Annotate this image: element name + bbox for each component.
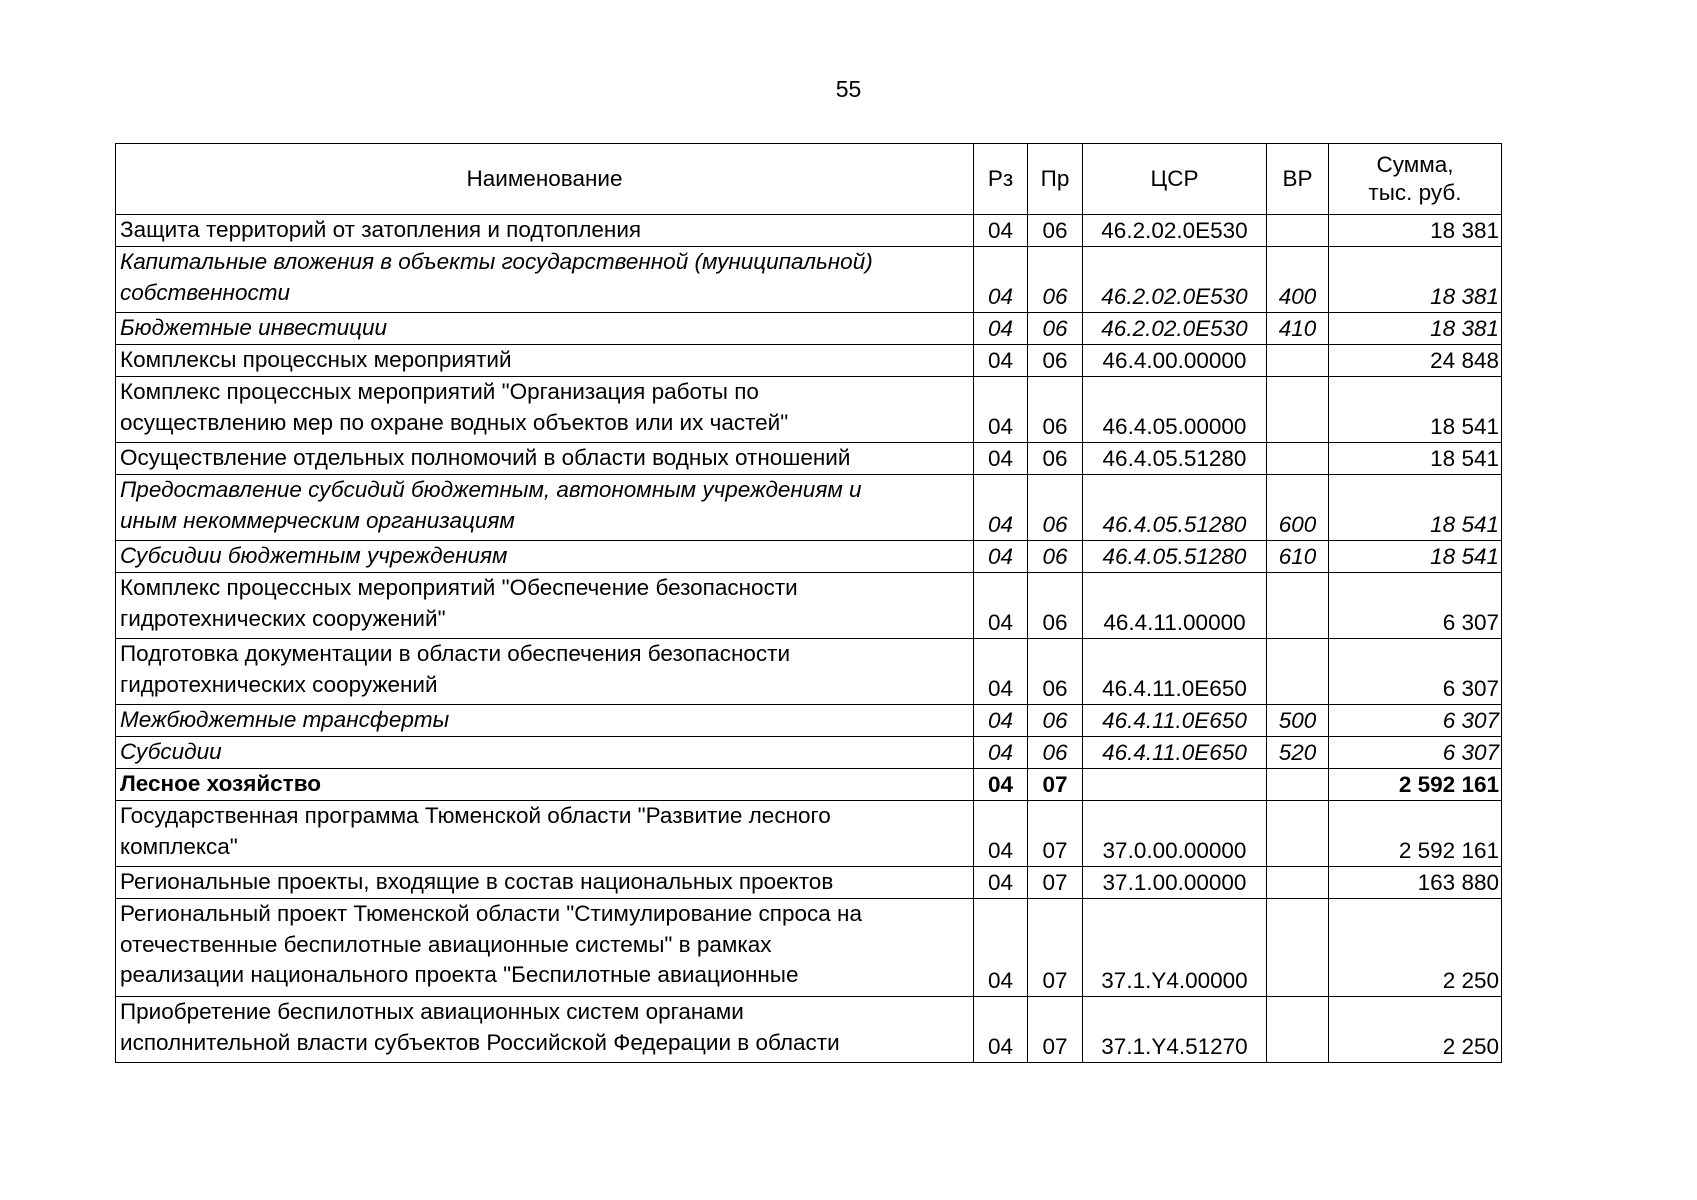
cell-name-line: гидротехнических сооружений bbox=[120, 671, 438, 697]
table-row bbox=[116, 867, 1502, 899]
header-name: Наименование bbox=[116, 144, 974, 215]
cell-pr: 06 bbox=[1028, 313, 1083, 345]
cell-csr: 46.4.00.00000 bbox=[1083, 345, 1267, 377]
cell-sum: 6 307 bbox=[1329, 639, 1502, 705]
cell-pr: 07 bbox=[1028, 997, 1083, 1063]
cell-sum: 2 592 161 bbox=[1329, 801, 1502, 867]
cell-name bbox=[116, 313, 974, 345]
cell-pr: 06 bbox=[1028, 639, 1083, 705]
table-row bbox=[116, 899, 1502, 997]
header-sum bbox=[1329, 144, 1502, 215]
table-row bbox=[116, 215, 1502, 247]
cell-csr: 46.2.02.0E530 bbox=[1083, 313, 1267, 345]
cell-name-line: Лесное хозяйство bbox=[120, 771, 321, 796]
cell-vr bbox=[1267, 769, 1329, 801]
cell-name-text bbox=[120, 705, 973, 736]
cell-sum: 2 592 161 bbox=[1329, 769, 1502, 801]
cell-name-line: Комплекс процессных мероприятий "Организация работы по bbox=[120, 379, 759, 404]
cell-name-text bbox=[120, 899, 973, 991]
cell-name-line: Бюджетные инвестиции bbox=[120, 315, 387, 340]
cell-rz: 04 bbox=[974, 443, 1028, 475]
budget-table bbox=[115, 143, 1502, 1063]
cell-pr: 07 bbox=[1028, 867, 1083, 899]
cell-csr: 37.1.00.00000 bbox=[1083, 867, 1267, 899]
cell-sum: 2 250 bbox=[1329, 997, 1502, 1063]
cell-csr: 46.4.05.51280 bbox=[1083, 475, 1267, 541]
cell-rz: 04 bbox=[974, 573, 1028, 639]
cell-name bbox=[116, 475, 974, 541]
cell-vr bbox=[1267, 899, 1329, 997]
table-row bbox=[116, 639, 1502, 705]
cell-name bbox=[116, 737, 974, 769]
cell-csr: 37.1.Y4.00000 bbox=[1083, 899, 1267, 997]
cell-pr: 06 bbox=[1028, 247, 1083, 313]
cell-pr: 06 bbox=[1028, 443, 1083, 475]
table-row bbox=[116, 705, 1502, 737]
cell-sum: 18 541 bbox=[1329, 377, 1502, 443]
cell-pr: 06 bbox=[1028, 475, 1083, 541]
table-row bbox=[116, 737, 1502, 769]
cell-vr: 500 bbox=[1267, 705, 1329, 737]
cell-name-line: отечественные беспилотные авиационные системы" в рамках bbox=[120, 931, 772, 957]
cell-name bbox=[116, 247, 974, 313]
cell-name bbox=[116, 377, 974, 443]
cell-name-text bbox=[120, 573, 973, 634]
table-row bbox=[116, 573, 1502, 639]
cell-rz: 04 bbox=[974, 313, 1028, 345]
cell-vr: 610 bbox=[1267, 541, 1329, 573]
cell-rz: 04 bbox=[974, 997, 1028, 1063]
cell-name-line: иным некоммерческим организациям bbox=[120, 507, 515, 533]
header-sum-line1: Сумма, bbox=[1376, 152, 1454, 177]
cell-vr bbox=[1267, 867, 1329, 899]
cell-rz: 04 bbox=[974, 247, 1028, 313]
table-row bbox=[116, 769, 1502, 801]
cell-rz: 04 bbox=[974, 541, 1028, 573]
cell-vr: 600 bbox=[1267, 475, 1329, 541]
cell-rz: 04 bbox=[974, 705, 1028, 737]
cell-name bbox=[116, 215, 974, 247]
cell-name bbox=[116, 345, 974, 377]
cell-csr: 37.0.00.00000 bbox=[1083, 801, 1267, 867]
header-pr: Пр bbox=[1028, 144, 1083, 215]
table-row bbox=[116, 247, 1502, 313]
cell-vr bbox=[1267, 377, 1329, 443]
cell-pr: 06 bbox=[1028, 705, 1083, 737]
cell-name-line: Субсидии bbox=[120, 739, 222, 764]
cell-vr bbox=[1267, 639, 1329, 705]
cell-vr bbox=[1267, 573, 1329, 639]
cell-name-line: Комплексы процессных мероприятий bbox=[120, 347, 512, 372]
cell-name-line: исполнительной власти субъектов Российской Федерации в области bbox=[120, 1029, 840, 1055]
cell-name-text bbox=[120, 247, 973, 308]
cell-name-text bbox=[120, 997, 973, 1058]
cell-rz: 04 bbox=[974, 801, 1028, 867]
cell-name-line: Предоставление субсидий бюджетным, автономным учреждениям и bbox=[120, 477, 862, 502]
cell-pr: 07 bbox=[1028, 801, 1083, 867]
cell-rz: 04 bbox=[974, 639, 1028, 705]
table-row bbox=[116, 801, 1502, 867]
cell-rz: 04 bbox=[974, 737, 1028, 769]
cell-csr: 46.4.11.00000 bbox=[1083, 573, 1267, 639]
cell-name-text bbox=[120, 345, 973, 376]
cell-name-line: Подготовка документации в области обеспечения безопасности bbox=[120, 641, 791, 666]
cell-sum: 24 848 bbox=[1329, 345, 1502, 377]
cell-csr: 46.4.05.51280 bbox=[1083, 443, 1267, 475]
cell-rz: 04 bbox=[974, 769, 1028, 801]
cell-name-text bbox=[120, 443, 973, 474]
table-row bbox=[116, 443, 1502, 475]
cell-name bbox=[116, 639, 974, 705]
cell-sum: 2 250 bbox=[1329, 899, 1502, 997]
table-row bbox=[116, 345, 1502, 377]
cell-csr: 46.4.11.0E650 bbox=[1083, 639, 1267, 705]
cell-sum: 18 541 bbox=[1329, 443, 1502, 475]
cell-name bbox=[116, 899, 974, 997]
cell-rz: 04 bbox=[974, 377, 1028, 443]
cell-pr: 06 bbox=[1028, 215, 1083, 247]
cell-name-line: Субсидии бюджетным учреждениям bbox=[120, 543, 508, 568]
cell-vr bbox=[1267, 801, 1329, 867]
cell-csr: 46.4.11.0E650 bbox=[1083, 705, 1267, 737]
table-body bbox=[116, 215, 1502, 1063]
cell-name-line: реализации национального проекта "Беспилотные авиационные bbox=[120, 962, 799, 987]
cell-pr: 06 bbox=[1028, 737, 1083, 769]
cell-name bbox=[116, 769, 974, 801]
cell-name-text bbox=[120, 475, 973, 536]
cell-csr: 37.1.Y4.51270 bbox=[1083, 997, 1267, 1063]
header-vr: ВР bbox=[1267, 144, 1329, 215]
cell-sum: 6 307 bbox=[1329, 573, 1502, 639]
cell-rz: 04 bbox=[974, 475, 1028, 541]
header-csr: ЦСР bbox=[1083, 144, 1267, 215]
cell-name-text bbox=[120, 541, 973, 572]
cell-vr bbox=[1267, 443, 1329, 475]
cell-csr: 46.2.02.0E530 bbox=[1083, 215, 1267, 247]
cell-name-text bbox=[120, 867, 973, 898]
cell-name bbox=[116, 541, 974, 573]
cell-name-text bbox=[120, 737, 973, 768]
table-row bbox=[116, 377, 1502, 443]
cell-vr: 410 bbox=[1267, 313, 1329, 345]
cell-name-text bbox=[120, 639, 973, 700]
header-sum-line2: тыс. руб. bbox=[1368, 180, 1462, 205]
cell-rz: 04 bbox=[974, 899, 1028, 997]
cell-name-text bbox=[120, 801, 973, 862]
cell-name-line: осуществлению мер по охране водных объектов или их частей" bbox=[120, 409, 789, 435]
cell-name-text bbox=[120, 313, 973, 344]
cell-name bbox=[116, 867, 974, 899]
cell-name-line: собственности bbox=[120, 279, 290, 305]
cell-sum: 18 541 bbox=[1329, 475, 1502, 541]
cell-rz: 04 bbox=[974, 215, 1028, 247]
cell-name-line: гидротехнических сооружений" bbox=[120, 605, 446, 631]
table-row bbox=[116, 997, 1502, 1063]
cell-pr: 07 bbox=[1028, 899, 1083, 997]
cell-csr: 46.4.05.00000 bbox=[1083, 377, 1267, 443]
cell-pr: 07 bbox=[1028, 769, 1083, 801]
cell-pr: 06 bbox=[1028, 573, 1083, 639]
cell-csr bbox=[1083, 769, 1267, 801]
cell-vr: 520 bbox=[1267, 737, 1329, 769]
cell-vr bbox=[1267, 345, 1329, 377]
table-row bbox=[116, 475, 1502, 541]
cell-name-line: Осуществление отдельных полномочий в области водных отношений bbox=[120, 445, 851, 470]
cell-name bbox=[116, 573, 974, 639]
table-row bbox=[116, 313, 1502, 345]
cell-rz: 04 bbox=[974, 867, 1028, 899]
cell-vr: 400 bbox=[1267, 247, 1329, 313]
cell-name-line: Региональные проекты, входящие в состав национальных проектов bbox=[120, 869, 834, 894]
cell-name bbox=[116, 705, 974, 737]
cell-pr: 06 bbox=[1028, 377, 1083, 443]
table-row bbox=[116, 541, 1502, 573]
cell-name bbox=[116, 997, 974, 1063]
cell-sum: 6 307 bbox=[1329, 737, 1502, 769]
cell-sum: 163 880 bbox=[1329, 867, 1502, 899]
cell-name-text bbox=[120, 215, 973, 246]
cell-csr: 46.4.05.51280 bbox=[1083, 541, 1267, 573]
cell-name-line: Защита территорий от затопления и подтопления bbox=[120, 217, 642, 242]
cell-name bbox=[116, 443, 974, 475]
cell-name-line: Капитальные вложения в объекты государственной (муниципальной) bbox=[120, 249, 873, 274]
cell-name-line: комплекса" bbox=[120, 833, 238, 859]
cell-rz: 04 bbox=[974, 345, 1028, 377]
cell-pr: 06 bbox=[1028, 345, 1083, 377]
cell-pr: 06 bbox=[1028, 541, 1083, 573]
cell-csr: 46.4.11.0E650 bbox=[1083, 737, 1267, 769]
header-rz: Рз bbox=[974, 144, 1028, 215]
cell-name-line: Межбюджетные трансферты bbox=[120, 707, 450, 732]
cell-name-line: Приобретение беспилотных авиационных систем органами bbox=[120, 999, 744, 1024]
cell-name-line: Комплекс процессных мероприятий "Обеспечение безопасности bbox=[120, 575, 798, 600]
cell-name bbox=[116, 801, 974, 867]
cell-name-line: Региональный проект Тюменской области "Стимулирование спроса на bbox=[120, 901, 862, 926]
cell-csr: 46.2.02.0E530 bbox=[1083, 247, 1267, 313]
cell-sum: 18 541 bbox=[1329, 541, 1502, 573]
cell-name-line: Государственная программа Тюменской области "Развитие лесного bbox=[120, 803, 831, 828]
cell-vr bbox=[1267, 215, 1329, 247]
cell-name-text bbox=[120, 769, 973, 800]
table-header-row bbox=[116, 144, 1502, 215]
cell-name-text bbox=[120, 377, 973, 438]
cell-sum: 18 381 bbox=[1329, 215, 1502, 247]
page-number: 55 bbox=[835, 76, 862, 102]
cell-sum: 6 307 bbox=[1329, 705, 1502, 737]
cell-sum: 18 381 bbox=[1329, 313, 1502, 345]
cell-vr bbox=[1267, 997, 1329, 1063]
cell-sum: 18 381 bbox=[1329, 247, 1502, 313]
